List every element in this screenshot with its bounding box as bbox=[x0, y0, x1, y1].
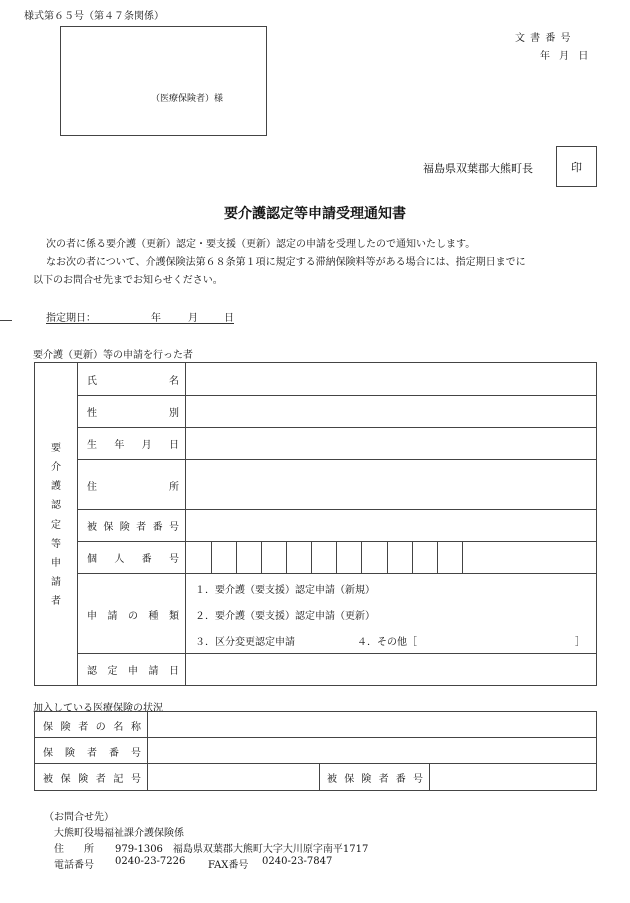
side-char: 介 bbox=[51, 462, 61, 474]
seal-box bbox=[556, 146, 597, 187]
seal-label: 印 bbox=[571, 160, 582, 174]
label-char: 所 bbox=[169, 482, 179, 493]
contact-phone: 0240-23-7226 bbox=[115, 856, 186, 867]
divider bbox=[185, 363, 186, 685]
deadline-label: 指定期日： bbox=[46, 313, 96, 324]
label-char: 被 bbox=[327, 774, 337, 785]
label-char: 険 bbox=[119, 522, 130, 533]
divider bbox=[35, 737, 596, 738]
doc-number-label: 文 書 番 号 bbox=[515, 33, 572, 44]
label-char: 険 bbox=[361, 774, 372, 785]
contact-phone-label: 電話番号 bbox=[54, 860, 94, 871]
label-char: の bbox=[95, 722, 106, 733]
label-char: 請 bbox=[148, 666, 159, 677]
applicant-section-title: 要介護（更新）等の申請を行った者 bbox=[33, 350, 193, 361]
addressee-box bbox=[60, 26, 267, 136]
digit-divider bbox=[387, 541, 388, 573]
insured-symbol-label bbox=[43, 770, 141, 785]
divider bbox=[77, 653, 596, 654]
label-char: 年 bbox=[114, 440, 125, 451]
margin-tick bbox=[0, 320, 12, 321]
label-char: 号 bbox=[168, 554, 179, 565]
label-char: 者 bbox=[378, 774, 389, 785]
body-line-1: 次の者に係る要介護（更新）認定・要支援（更新）認定の申請を受理したので通知いたします。 bbox=[46, 239, 476, 250]
label-char: 者 bbox=[136, 522, 147, 533]
insurer-name-label bbox=[43, 718, 141, 733]
label-char: 人 bbox=[114, 554, 125, 565]
label-char: 氏 bbox=[87, 376, 97, 387]
divider bbox=[319, 763, 320, 790]
deadline-year: 年 bbox=[151, 313, 161, 324]
body-line-3: 以下のお問合せ先までお知らせください。 bbox=[33, 275, 223, 286]
label-char: 請 bbox=[107, 611, 118, 622]
digit-divider bbox=[437, 541, 438, 573]
label-char: 被 bbox=[87, 522, 97, 533]
label-char: 者 bbox=[95, 774, 106, 785]
form-number: 様式第６５号（第４７条関係） bbox=[24, 11, 164, 22]
side-char: 要 bbox=[51, 443, 61, 454]
label-char: 保 bbox=[344, 774, 355, 785]
divider bbox=[147, 712, 148, 790]
divider bbox=[77, 459, 596, 460]
contact-fax: 0240-23-7847 bbox=[262, 856, 333, 867]
addressee-label: （医療保険者）様 bbox=[151, 94, 224, 104]
label-char: 性 bbox=[87, 408, 97, 419]
applicant-table bbox=[34, 362, 597, 686]
label-char: 保 bbox=[43, 722, 53, 733]
label-char: 番 bbox=[141, 554, 152, 565]
divider bbox=[77, 363, 78, 685]
row-label-insured-number bbox=[87, 518, 179, 533]
label-char: 号 bbox=[131, 748, 141, 759]
digit-divider bbox=[236, 541, 237, 573]
side-char: 請 bbox=[51, 576, 61, 588]
digit-divider bbox=[412, 541, 413, 573]
label-char: 号 bbox=[412, 774, 423, 785]
divider bbox=[77, 395, 596, 396]
label-char: 険 bbox=[65, 748, 75, 759]
side-char: 等 bbox=[51, 538, 61, 550]
label-char: の bbox=[128, 611, 138, 622]
side-char: 護 bbox=[51, 481, 61, 493]
contact-heading: （お問合せ先） bbox=[44, 812, 114, 823]
contact-address: 979-1306 福島県双葉郡大熊町大字大川原字南平1717 bbox=[115, 844, 369, 855]
label-char: 類 bbox=[169, 611, 179, 622]
body-line-2: なお次の者について、介護保険法第６８条第１項に規定する滞納保険料等がある場合には、指定期日までに bbox=[46, 257, 526, 268]
label-char: 険 bbox=[78, 774, 89, 785]
contact-fax-label: FAX番号 bbox=[208, 860, 249, 871]
digit-divider bbox=[336, 541, 337, 573]
label-char: 月 bbox=[141, 440, 152, 451]
contact-address-label: 住 所 bbox=[54, 844, 94, 855]
insurance-table bbox=[34, 711, 597, 791]
side-char: 認 bbox=[51, 500, 61, 512]
applicant-side-label bbox=[35, 439, 77, 607]
label-char: 日 bbox=[169, 666, 179, 677]
digit-divider bbox=[286, 541, 287, 573]
document-title: 要介護認定等申請受理通知書 bbox=[224, 206, 406, 222]
digit-divider bbox=[311, 541, 312, 573]
label-char: 保 bbox=[103, 522, 114, 533]
row-label-application-type bbox=[87, 607, 179, 622]
digit-divider bbox=[361, 541, 362, 573]
divider bbox=[77, 427, 596, 428]
deadline-month: 月 bbox=[188, 313, 198, 324]
label-char: 名 bbox=[113, 722, 124, 733]
row-label-personal-number bbox=[87, 550, 179, 565]
label-char: 者 bbox=[87, 748, 97, 759]
side-char: 申 bbox=[51, 557, 61, 569]
label-char: 号 bbox=[168, 522, 179, 533]
label-char: 別 bbox=[169, 408, 179, 419]
option-other-close: ］ bbox=[575, 637, 585, 648]
doc-date-label: 年 月 日 bbox=[540, 51, 589, 62]
divider bbox=[429, 763, 430, 790]
deadline-line bbox=[46, 309, 234, 324]
option-other: ４．その他［ bbox=[357, 637, 417, 648]
label-char: 生 bbox=[87, 440, 97, 451]
divider bbox=[77, 509, 596, 510]
digit-divider bbox=[462, 541, 463, 573]
label-char: 住 bbox=[87, 482, 97, 493]
sender-name: 福島県双葉郡大熊町長 bbox=[423, 162, 533, 175]
side-char: 者 bbox=[51, 596, 61, 607]
label-char: 保 bbox=[60, 774, 71, 785]
label-char: 被 bbox=[43, 774, 53, 785]
insured-number-label bbox=[327, 770, 423, 785]
label-char: 認 bbox=[87, 666, 97, 677]
label-char: 種 bbox=[148, 611, 159, 622]
deadline-day: 日 bbox=[224, 313, 234, 324]
row-label-birth bbox=[87, 436, 179, 451]
insurance-section-title: 加入している医療保険の状況 bbox=[33, 703, 163, 714]
label-char: 番 bbox=[152, 522, 163, 533]
row-label-sex bbox=[87, 404, 179, 419]
digit-divider bbox=[261, 541, 262, 573]
insurer-number-label bbox=[43, 744, 141, 759]
label-char: 番 bbox=[109, 748, 119, 759]
option-renewal: ２．要介護（要支援）認定申請（更新） bbox=[195, 611, 375, 622]
contact-office: 大熊町役場福祉課介護保険係 bbox=[54, 828, 184, 839]
label-char: 定 bbox=[107, 666, 118, 677]
option-change: ３．区分変更認定申請 bbox=[195, 637, 295, 648]
option-new: １．要介護（要支援）認定申請（新規） bbox=[195, 585, 375, 596]
label-char: 申 bbox=[128, 666, 138, 677]
label-char: 者 bbox=[78, 722, 89, 733]
divider bbox=[77, 573, 596, 574]
label-char: 称 bbox=[130, 722, 141, 733]
label-char: 日 bbox=[168, 440, 179, 451]
label-char: 個 bbox=[87, 554, 97, 565]
label-char: 保 bbox=[43, 748, 53, 759]
side-char: 定 bbox=[51, 519, 61, 531]
row-label-name bbox=[87, 372, 179, 387]
label-char: 申 bbox=[87, 611, 97, 622]
label-char: 号 bbox=[130, 774, 141, 785]
divider bbox=[35, 763, 596, 764]
label-char: 番 bbox=[395, 774, 406, 785]
label-char: 名 bbox=[169, 376, 179, 387]
row-label-application-date bbox=[87, 662, 179, 677]
digit-divider bbox=[211, 541, 212, 573]
label-char: 険 bbox=[60, 722, 71, 733]
label-char: 記 bbox=[113, 774, 124, 785]
row-label-address bbox=[87, 478, 179, 493]
